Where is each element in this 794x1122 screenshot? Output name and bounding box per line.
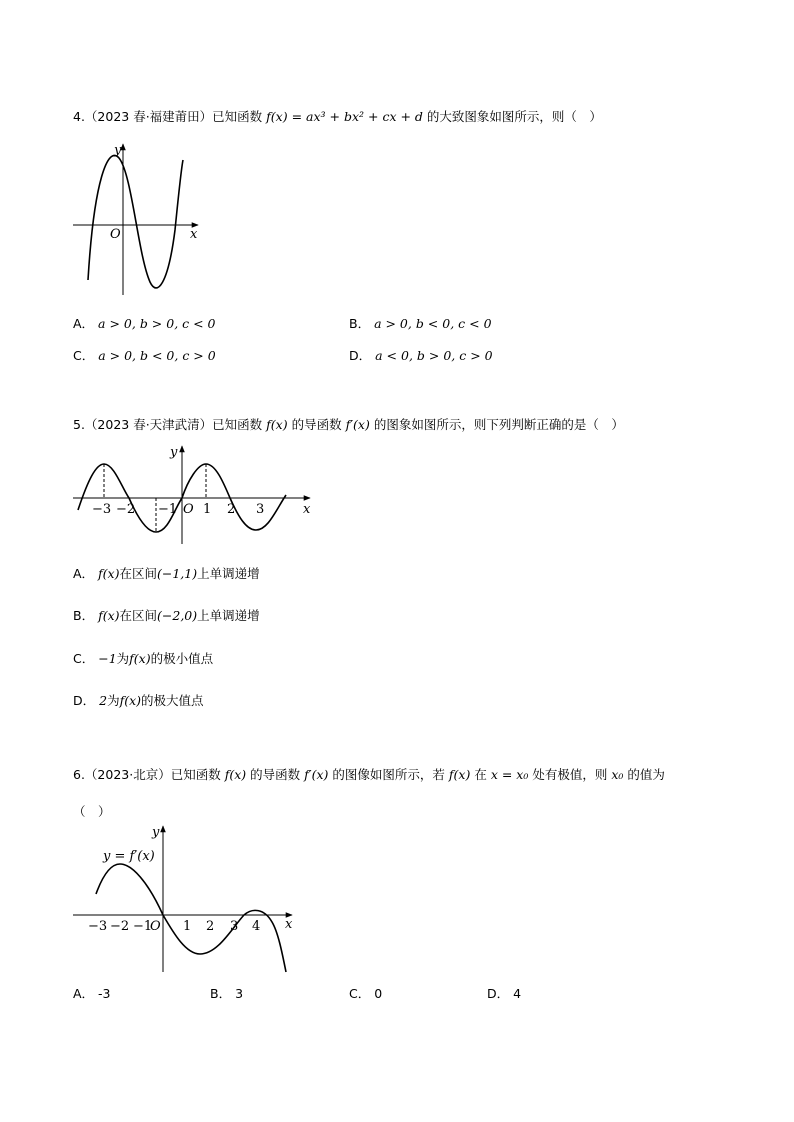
q6-curve-label: y = f′(x) xyxy=(103,849,155,864)
q6-option-b[interactable]: B． 3 xyxy=(210,986,244,1001)
q4-graph xyxy=(70,140,210,300)
q5-origin-label: O xyxy=(183,502,194,517)
q5-option-a[interactable]: A． f(x)在区间(−1,1)上单调递增 xyxy=(73,566,260,581)
q6-tick-2: 2 xyxy=(206,919,215,934)
q6-graph xyxy=(70,822,300,977)
q6-tick-1: 1 xyxy=(183,919,192,934)
q4-option-c[interactable]: C． a > 0, b < 0, c > 0 xyxy=(73,348,216,363)
q6-tick-neg3: −3 xyxy=(88,919,108,934)
q6-tick-4: 4 xyxy=(252,919,261,934)
q6-tick-3: 3 xyxy=(230,919,239,934)
q6-x-label: x xyxy=(285,917,293,932)
q4-origin-label: O xyxy=(110,227,121,242)
q5-tick-neg2: −2 xyxy=(116,502,136,517)
q6-y-label: y xyxy=(152,825,160,840)
q4-x-label: x xyxy=(190,227,198,242)
q4-option-b[interactable]: B． a > 0, b < 0, c < 0 xyxy=(349,316,492,331)
q5-tick-neg1: −1 xyxy=(158,502,178,517)
q6-tick-neg2: −2 xyxy=(110,919,130,934)
q6-option-c[interactable]: C． 0 xyxy=(349,986,383,1001)
q5-option-c[interactable]: C． −1为f(x)的极小值点 xyxy=(73,651,214,666)
q6-origin-label: O xyxy=(150,919,161,934)
q4-curve xyxy=(88,155,183,288)
q5-stem: 5.（2023 春·天津武清）已知函数 f(x) 的导函数 f′(x) 的图象如图所示，则下列判断正确的是（ ） xyxy=(73,417,624,432)
q5-tick-3: 3 xyxy=(256,502,265,517)
q5-tick-2: 2 xyxy=(227,502,236,517)
q4-option-a[interactable]: A． a > 0, b > 0, c < 0 xyxy=(73,316,216,331)
q6-stem-line2: （ ） xyxy=(73,804,111,819)
q5-tick-1: 1 xyxy=(203,502,212,517)
q6-option-a[interactable]: A． -3 xyxy=(73,986,111,1001)
q5-graph xyxy=(70,440,320,550)
q5-option-b[interactable]: B． f(x)在区间(−2,0)上单调递增 xyxy=(73,608,260,623)
q6-option-d[interactable]: D． 4 xyxy=(487,986,522,1001)
q6-curve xyxy=(96,864,286,972)
q5-x-label: x xyxy=(303,502,311,517)
q5-tick-neg3: −3 xyxy=(92,502,112,517)
q6-tick-neg1: −1 xyxy=(133,919,153,934)
q4-formula: f(x) = ax³ + bx² + cx + d xyxy=(266,109,423,124)
q6-stem: 6.（2023·北京）已知函数 f(x) 的导函数 f′(x) 的图像如图所示，若 f(x) 在 x = x₀ 处有极值，则 x₀ 的值为 xyxy=(73,767,665,782)
q4-y-label: y xyxy=(114,143,122,158)
q4-stem: 4.（2023 春·福建莆田）已知函数 f(x) = ax³ + bx² + cx + d 的大致图象如图所示，则（ ） xyxy=(73,109,602,124)
q5-y-label: y xyxy=(170,445,178,460)
q5-option-d[interactable]: D． 2为f(x)的极大值点 xyxy=(73,693,204,708)
q4-option-d[interactable]: D． a < 0, b > 0, c > 0 xyxy=(349,348,493,363)
